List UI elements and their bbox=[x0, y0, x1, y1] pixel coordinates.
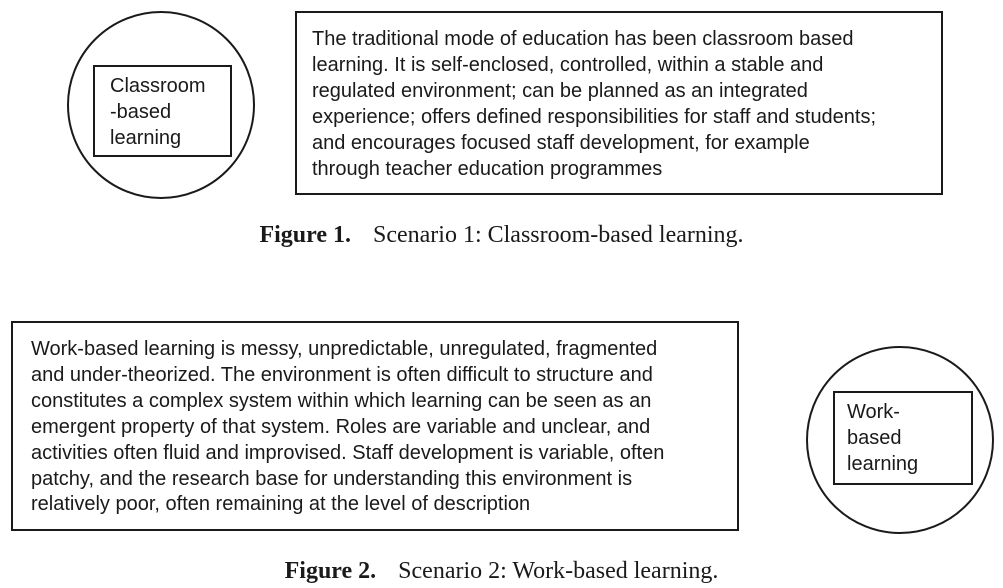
figure2-node-label bbox=[833, 391, 973, 485]
figure2-caption bbox=[0, 558, 1003, 585]
figure1-description-line: The traditional mode of education has been classroom based bbox=[312, 28, 854, 50]
figure2-description-line: patchy, and the research base for understanding this environment is bbox=[31, 467, 633, 490]
figure2-description-line: constitutes a complex system within which learning can be seen as an bbox=[31, 389, 652, 412]
figure1-description-line: learning. It is self-enclosed, controlled, within a stable and bbox=[312, 53, 824, 76]
figure1-node-label-line: Classroom bbox=[110, 75, 206, 97]
figure1-caption-number: Figure 1. bbox=[259, 222, 351, 248]
figure2-description-line: and under-theorized. The environment is often difficult to structure and bbox=[31, 363, 653, 386]
figure2-node-label-line: Work- bbox=[847, 401, 900, 423]
figure1-caption-text: Scenario 1: Classroom-based learning. bbox=[372, 222, 744, 248]
figure2-description-box bbox=[11, 321, 739, 531]
figure1-description-box bbox=[295, 11, 943, 195]
figure2-node-label-line: based bbox=[847, 427, 902, 449]
figure1-node-label bbox=[93, 65, 232, 157]
figure2-caption-text: Scenario 2: Work-based learning. bbox=[398, 558, 719, 584]
figure1-caption bbox=[0, 222, 1003, 249]
figure2-description-line: relatively poor, often remaining at the level of description bbox=[31, 493, 531, 516]
figure2-caption-number: Figure 2. bbox=[284, 558, 377, 584]
figure1-description-line: through teacher education programmes bbox=[312, 157, 663, 180]
figure2-node-label-line: learning bbox=[847, 453, 919, 475]
figure2-description-line: emergent property of that system. Roles are variable and unclear, and bbox=[31, 415, 651, 438]
figure2-description-line: Work-based learning is messy, unpredictable, unregulated, fragmented bbox=[31, 338, 658, 360]
figure1-description-line: experience; offers defined responsibilities for staff and students; bbox=[312, 105, 877, 128]
figure1-node-label-line: learning bbox=[110, 127, 182, 149]
figure1-description-line: regulated environment; can be planned as an integrated bbox=[312, 79, 808, 102]
figure1-description-line: and encourages focused staff development, for example bbox=[312, 131, 810, 154]
figure1-node-label-line: -based bbox=[110, 101, 172, 123]
figure2-description-line: activities often fluid and improvised. Staff development is variable, often bbox=[31, 441, 665, 464]
